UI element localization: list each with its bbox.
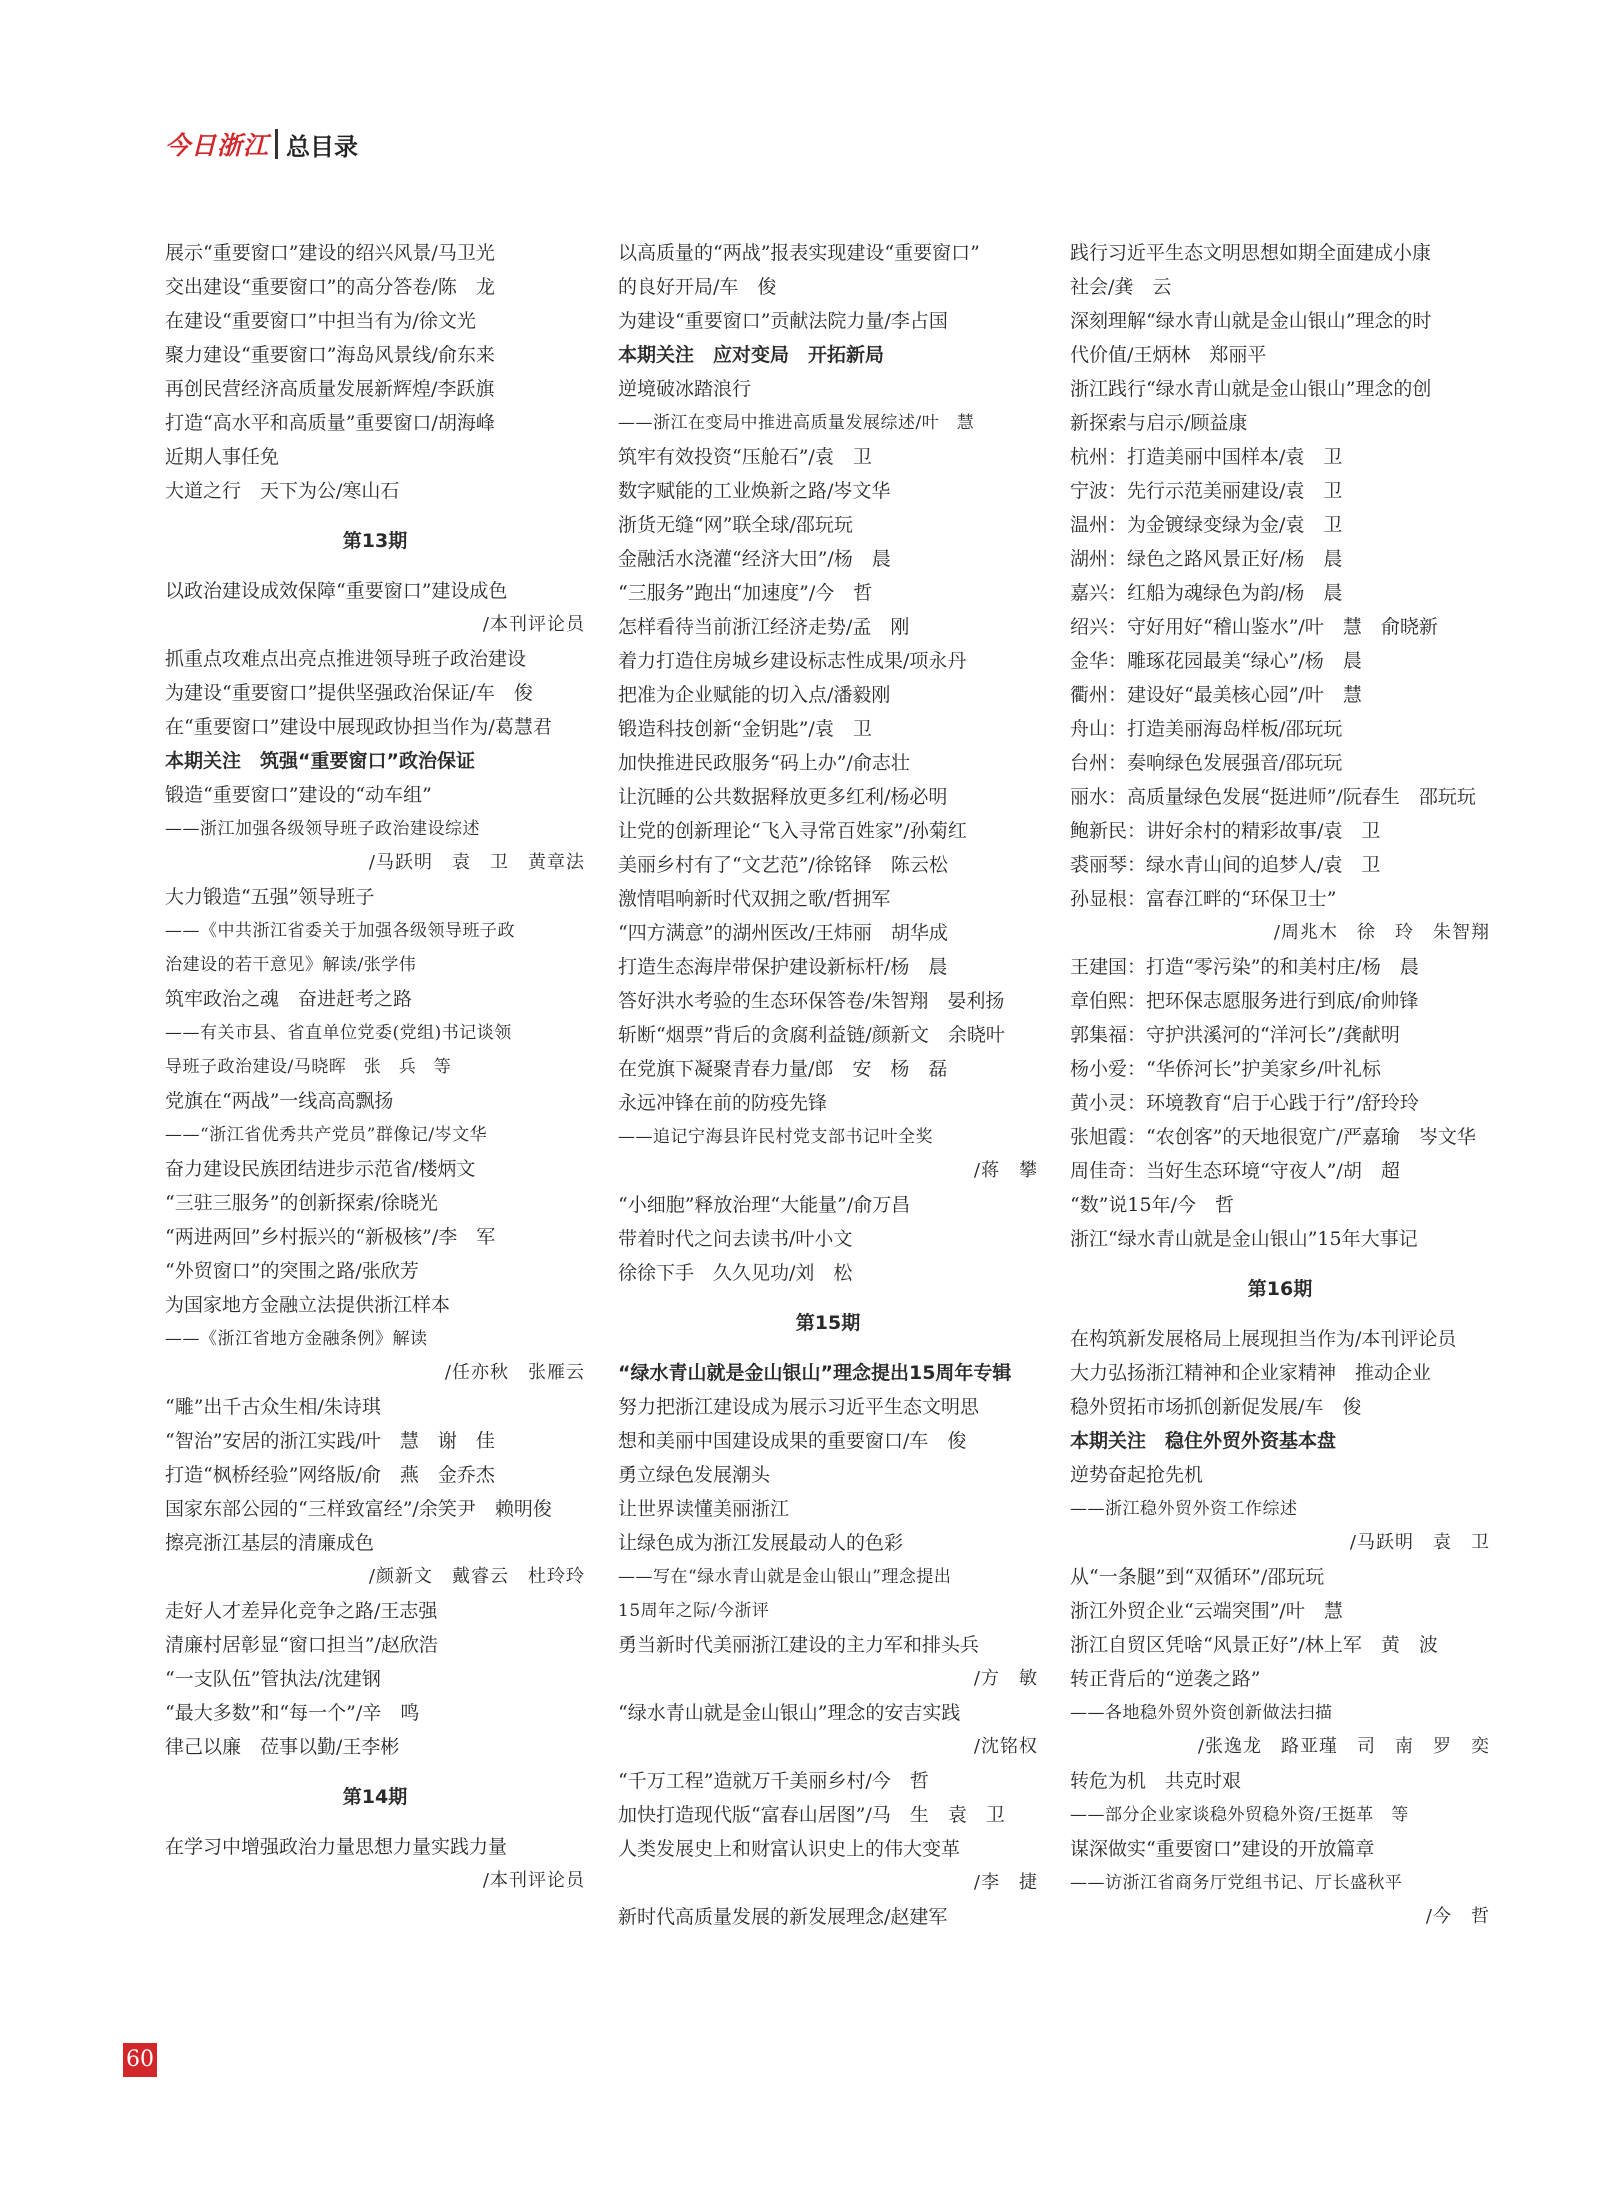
toc-entry: 努力把浙江建设成为展示习近平生态文明思 [618,1396,980,1418]
toc-author-line: /本刊评论员 [482,614,585,635]
toc-entry: 章伯熙：把环保志愿服务进行到底/俞帅锋 [1070,990,1419,1012]
toc-entry: 代价值/王炳林 郑丽平 [1070,344,1267,366]
toc-entry: 绍兴：守好用好“稽山鉴水”/叶 慧 俞晓新 [1070,616,1438,638]
toc-entry: 清廉村居彰显“窗口担当”/赵欣浩 [165,1634,438,1656]
toc-entry: 让沉睡的公共数据释放更多红利/杨必明 [618,786,948,808]
toc-entry: 为建设“重要窗口”贡献法院力量/李占国 [618,310,948,332]
toc-entry: 金融活水浇灌“经济大田”/杨 晨 [618,548,891,570]
toc-author-line: /蒋 攀 [973,1160,1038,1181]
toc-entry: 金华：雕琢花园最美“绿心”/杨 晨 [1070,650,1362,672]
toc-entry: 转正背后的“逆袭之路” [1070,1668,1261,1690]
toc-entry: 社会/龚 云 [1070,276,1172,298]
toc-entry: 再创民营经济高质量发展新辉煌/李跃旗 [165,378,495,400]
toc-entry: 抓重点攻难点出亮点推进领导班子政治建设 [165,648,527,670]
magazine-logo: 今日浙江 [165,131,270,160]
toc-entry: 深刻理解“绿水青山就是金山银山”理念的时 [1070,310,1432,332]
toc-author-line: /马跃明 袁 卫 [1349,1532,1490,1553]
section-title: 总目录 [286,132,359,161]
toc-subtitle: ——《浙江省地方金融条例》解读 [165,1329,428,1349]
toc-entry: 浙货无缝“网”联全球/邵玩玩 [618,514,853,536]
toc-subtitle: 导班子政治建设/马晓晖 张 兵 等 [165,1057,452,1077]
toc-entry: 舟山：打造美丽海岛样板/邵玩玩 [1070,718,1343,740]
toc-entry: 丽水：高质量绿色发展“挺进师”/阮春生 邵玩玩 [1070,786,1476,808]
toc-entry: 人类发展史上和财富认识史上的伟大变革 [618,1838,961,1860]
toc-entry: 为建设“重要窗口”提供坚强政治保证/车 俊 [165,682,533,704]
toc-entry: “三驻三服务”的创新探索/徐晓光 [165,1192,438,1214]
toc-entry: “外贸窗口”的突围之路/张欣芳 [165,1260,419,1282]
toc-entry: 把准为企业赋能的切入点/潘毅刚 [618,684,891,706]
toc-entry: 筑牢政治之魂 奋进赶考之路 [165,988,413,1010]
toc-entry: 在“重要窗口”建设中展现政协担当作为/葛慧君 [165,716,552,738]
toc-entry: 加快打造现代版“富春山居图”/马 生 袁 卫 [618,1804,1005,1826]
toc-section-heading: “绿水青山就是金山银山”理念提出15周年专辑 [618,1362,1012,1384]
toc-subtitle: ——部分企业家谈稳外贸稳外资/王挺革 等 [1070,1805,1409,1825]
toc-entry: 孙显根：富春江畔的“环保卫士” [1070,888,1337,910]
toc-entry: 裘丽琴：绿水青山间的追梦人/袁 卫 [1070,854,1381,876]
toc-section-heading: 本期关注 筑强“重要窗口”政治保证 [165,750,475,772]
toc-entry: 数字赋能的工业焕新之路/岑文华 [618,480,891,502]
toc-subtitle: ——《中共浙江省委关于加强各级领导班子政 [165,921,515,941]
toc-entry: 让绿色成为浙江发展最动人的色彩 [618,1532,904,1554]
toc-author-line: /马跃明 袁 卫 黄章法 [368,852,585,873]
toc-entry: 浙江“绿水青山就是金山银山”15年大事记 [1070,1228,1418,1250]
toc-entry: 台州：奏响绿色发展强音/邵玩玩 [1070,752,1343,774]
toc-author-line: /沈铭权 [973,1736,1038,1757]
toc-entry: 嘉兴：红船为魂绿色为韵/杨 晨 [1070,582,1343,604]
toc-entry: 践行习近平生态文明思想如期全面建成小康 [1070,242,1432,264]
toc-entry: 温州：为金镀绿变绿为金/袁 卫 [1070,514,1343,536]
toc-entry: 斩断“烟票”背后的贪腐利益链/颜新文 余晓叶 [618,1024,1005,1046]
toc-entry: 近期人事任免 [165,446,280,468]
toc-entry: 想和美丽中国建设成果的重要窗口/车 俊 [618,1430,967,1452]
toc-entry: 聚力建设“重要窗口”海岛风景线/俞东来 [165,344,495,366]
toc-entry: “三服务”跑出“加速度”/今 哲 [618,582,873,604]
toc-author-line: /张逸龙 路亚瑾 司 南 罗 奕 [1197,1736,1490,1757]
toc-entry: “最大多数”和“每一个”/辛 鸣 [165,1702,420,1724]
toc-author-line: /周兆木 徐 玲 朱智翔 [1273,922,1490,943]
toc-entry: 湖州：绿色之路风景正好/杨 晨 [1070,548,1343,570]
toc-entry: 周佳奇：当好生态环境“守夜人”/胡 超 [1070,1160,1400,1182]
toc-entry: 稳外贸拓市场抓创新促发展/车 俊 [1070,1396,1362,1418]
toc-entry: 杭州：打造美丽中国样本/袁 卫 [1070,446,1343,468]
toc-entry: 加快推进民政服务“码上办”/俞志壮 [618,752,910,774]
toc-entry: 谋深做实“重要窗口”建设的开放篇章 [1070,1838,1375,1860]
toc-entry: “数”说15年/今 哲 [1070,1194,1235,1216]
toc-subtitle: 治建设的若干意见》解读/张学伟 [165,955,417,975]
toc-entry: “小细胞”释放治理“大能量”/俞万昌 [618,1194,911,1216]
toc-entry: 在学习中增强政治力量思想力量实践力量 [165,1836,508,1858]
toc-entry: 答好洪水考验的生态环保答卷/朱智翔 晏利扬 [618,990,1005,1012]
toc-entry: 带着时代之问去读书/叶小文 [618,1228,853,1250]
toc-entry: 让党的创新理论“飞入寻常百姓家”/孙菊红 [618,820,967,842]
toc-entry: 逆势奋起抢先机 [1070,1464,1204,1486]
toc-subtitle: ——“浙江省优秀共产党员”群像记/岑文华 [165,1125,488,1145]
toc-entry: 勇当新时代美丽浙江建设的主力军和排头兵 [618,1634,980,1656]
toc-entry: 浙江外贸企业“云端突围”/叶 慧 [1070,1600,1343,1622]
toc-entry: 的良好开局/车 俊 [618,276,777,298]
toc-author-line: /今 哲 [1425,1906,1490,1927]
toc-column-1 [165,236,585,1898]
toc-entry: 衢州：建设好“最美核心园”/叶 慧 [1070,684,1362,706]
toc-author-line: /颜新文 戴睿云 杜玲玲 [368,1566,585,1587]
toc-subtitle: ——有关市县、省直单位党委(党组)书记谈领 [165,1023,512,1043]
toc-subtitle: ——访浙江省商务厅党组书记、厅长盛秋平 [1070,1873,1403,1893]
toc-section-heading: 本期关注 稳住外贸外资基本盘 [1070,1430,1337,1452]
toc-author-line: /李 捷 [973,1872,1038,1893]
toc-subtitle: 15周年之际/今浙评 [618,1601,770,1621]
toc-entry: 让世界读懂美丽浙江 [618,1498,790,1520]
toc-entry: 展示“重要窗口”建设的绍兴风景/马卫光 [165,242,495,264]
toc-entry: 在构筑新发展格局上展现担当作为/本刊评论员 [1070,1328,1457,1350]
toc-entry: “一支队伍”管执法/沈建钢 [165,1668,381,1690]
toc-subtitle: ——浙江稳外贸外资工作综述 [1070,1499,1298,1519]
toc-entry: 怎样看待当前浙江经济走势/孟 刚 [618,616,910,638]
toc-entry: 黄小灵：环境教育“启于心践于行”/舒玲玲 [1070,1092,1419,1114]
toc-entry: 以政治建设成效保障“重要窗口”建设成色 [165,580,508,602]
toc-subtitle: ——浙江在变局中推进高质量发展综述/叶 慧 [618,413,975,433]
toc-entry: 打造“高水平和高质量”重要窗口/胡海峰 [165,412,495,434]
toc-entry: 擦亮浙江基层的清廉成色 [165,1532,375,1554]
toc-author-line: /方 敏 [973,1668,1038,1689]
page-number: 60 [123,2043,157,2077]
toc-entry: 激情唱响新时代双拥之歌/哲拥军 [618,888,891,910]
toc-entry: 律己以廉 莅事以勤/王李彬 [165,1736,400,1758]
toc-entry: 美丽乡村有了“文艺范”/徐铭铎 陈云松 [618,854,948,876]
toc-section-heading: 本期关注 应对变局 开拓新局 [618,344,885,366]
toc-entry: 转危为机 共克时艰 [1070,1770,1242,1792]
toc-author-line: /任亦秋 张雁云 [444,1362,585,1383]
toc-entry: 逆境破冰踏浪行 [618,378,752,400]
toc-subtitle: ——写在“绿水青山就是金山银山”理念提出 [618,1567,952,1587]
toc-column-3 [1070,236,1490,1934]
issue-heading: 第14期 [342,1786,408,1808]
toc-entry: 打造“枫桥经验”网络版/俞 燕 金乔杰 [165,1464,495,1486]
toc-entry: “雕”出千古众生相/朱诗琪 [165,1396,381,1418]
header-divider [275,129,278,159]
toc-entry: 党旗在“两战”一线高高飘扬 [165,1090,394,1112]
toc-entry: 在党旗下凝聚青春力量/郎 安 杨 磊 [618,1058,948,1080]
toc-entry: “智治”安居的浙江实践/叶 慧 谢 佳 [165,1430,495,1452]
toc-entry: 在建设“重要窗口”中担当有为/徐文光 [165,310,476,332]
toc-entry: 徐徐下手 久久见功/刘 松 [618,1262,853,1284]
toc-subtitle: ——各地稳外贸外资创新做法扫描 [1070,1703,1333,1723]
toc-entry: 着力打造住房城乡建设标志性成果/项永丹 [618,650,967,672]
toc-entry: 大力锻造“五强”领导班子 [165,886,375,908]
toc-subtitle: ——追记宁海县许民村党支部书记叶全奖 [618,1127,933,1147]
toc-entry: 锻造科技创新“金钥匙”/袁 卫 [618,718,872,740]
page-header [165,124,358,164]
toc-entry: 为国家地方金融立法提供浙江样本 [165,1294,451,1316]
toc-entry: 大道之行 天下为公/寒山石 [165,480,400,502]
toc-entry: 王建国：打造“零污染”的和美村庄/杨 晨 [1070,956,1419,978]
issue-heading: 第16期 [1247,1278,1313,1300]
issue-heading: 第15期 [795,1312,861,1334]
toc-entry: 新时代高质量发展的新发展理念/赵建军 [618,1906,948,1928]
toc-entry: 永远冲锋在前的防疫先锋 [618,1092,828,1114]
toc-entry: 郭集福：守护洪溪河的“洋河长”/龚献明 [1070,1024,1400,1046]
toc-entry: 勇立绿色发展潮头 [618,1464,771,1486]
toc-entry: 以高质量的“两战”报表实现建设“重要窗口” [618,242,980,264]
toc-entry: “千万工程”造就万千美丽乡村/今 哲 [618,1770,929,1792]
toc-entry: 宁波：先行示范美丽建设/袁 卫 [1070,480,1343,502]
toc-entry: “绿水青山就是金山银山”理念的安吉实践 [618,1702,961,1724]
toc-entry: 国家东部公园的“三样致富经”/余笑尹 赖明俊 [165,1498,552,1520]
toc-entry: 大力弘扬浙江精神和企业家精神 推动企业 [1070,1362,1432,1384]
toc-entry: 杨小爱：“华侨河长”护美家乡/叶礼标 [1070,1058,1381,1080]
toc-entry: 奋力建设民族团结进步示范省/楼炳文 [165,1158,476,1180]
toc-entry: 浙江自贸区凭啥“风景正好”/林上军 黄 波 [1070,1634,1438,1656]
toc-entry: 锻造“重要窗口”建设的“动车组” [165,784,432,806]
toc-entry: 鲍新民：讲好余村的精彩故事/袁 卫 [1070,820,1381,842]
toc-subtitle: ——浙江加强各级领导班子政治建设综述 [165,819,480,839]
toc-entry: 走好人才差异化竞争之路/王志强 [165,1600,438,1622]
toc-entry: 新探索与启示/顾益康 [1070,412,1248,434]
toc-entry: 打造生态海岸带保护建设新标杆/杨 晨 [618,956,948,978]
toc-entry: “四方满意”的湖州医改/王炜丽 胡华成 [618,922,948,944]
toc-entry: “两进两回”乡村振兴的“新极核”/李 军 [165,1226,496,1248]
toc-author-line: /本刊评论员 [482,1870,585,1891]
toc-entry: 从“一条腿”到“双循环”/邵玩玩 [1070,1566,1325,1588]
toc-column-2 [618,236,1038,1934]
issue-heading: 第13期 [342,530,408,552]
toc-entry: 筑牢有效投资“压舱石”/袁 卫 [618,446,872,468]
toc-entry: 浙江践行“绿水青山就是金山银山”理念的创 [1070,378,1432,400]
toc-entry: 交出建设“重要窗口”的高分答卷/陈 龙 [165,276,495,298]
toc-entry: 张旭霞：“农创客”的天地很宽广/严嘉瑜 岑文华 [1070,1126,1476,1148]
